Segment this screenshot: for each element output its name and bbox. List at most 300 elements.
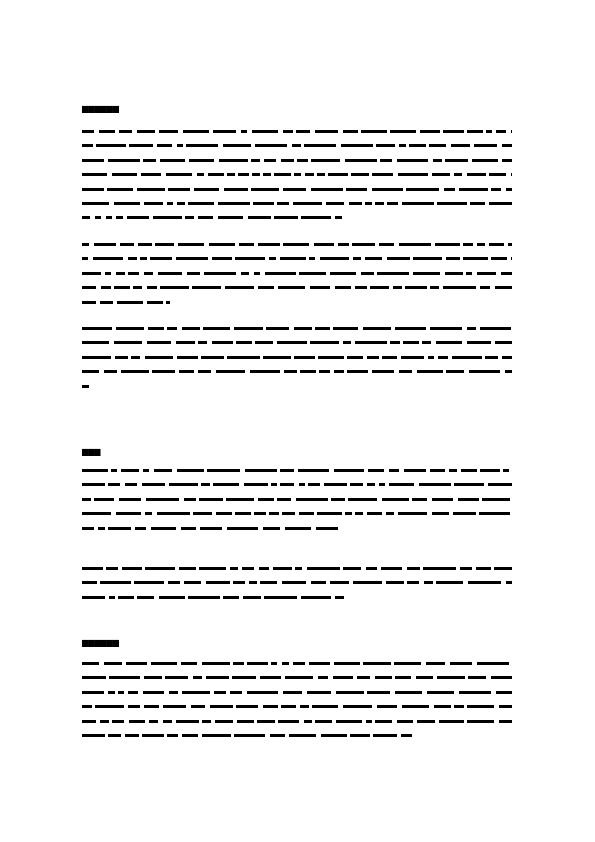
- text-word: [375, 720, 392, 723]
- text-word: [82, 257, 88, 260]
- text-word: [227, 527, 258, 530]
- text-word: [259, 567, 269, 570]
- text-word: [119, 498, 141, 501]
- text-word: [297, 159, 308, 162]
- text-line: [82, 567, 512, 570]
- text-word: [482, 498, 510, 501]
- text-word: [188, 596, 220, 599]
- text-word: [252, 130, 278, 133]
- text-word: [320, 257, 349, 260]
- text-word: [495, 341, 512, 344]
- text-word: [454, 483, 484, 486]
- text-word: [181, 527, 196, 530]
- text-word: [319, 370, 330, 373]
- text-word: [230, 691, 242, 694]
- text-word: [372, 173, 393, 176]
- text-word: [435, 243, 460, 246]
- text-word: [168, 188, 190, 191]
- text-word: [334, 662, 360, 665]
- text-word: [82, 202, 109, 205]
- text-word: [503, 469, 509, 472]
- text-word: [254, 512, 266, 515]
- text-word: [285, 527, 311, 530]
- text-word: [160, 286, 189, 289]
- text-word: [82, 691, 104, 694]
- text-word: [439, 720, 464, 723]
- text-word: [432, 173, 450, 176]
- text-word: [82, 243, 89, 246]
- text-word: [144, 705, 159, 708]
- text-word: [367, 512, 382, 515]
- text-word: [194, 188, 219, 191]
- text-word: [479, 512, 510, 515]
- text-word: [252, 173, 260, 176]
- text-word: [377, 272, 409, 275]
- text-word: [128, 272, 139, 275]
- text-word: [347, 356, 363, 359]
- text-word: [343, 341, 351, 344]
- text-word: [192, 286, 221, 289]
- text-word: [143, 691, 164, 694]
- text-word: [403, 341, 419, 344]
- text-word: [277, 341, 307, 344]
- text-word: [446, 257, 460, 260]
- text-word: [470, 202, 485, 205]
- text-word: [147, 286, 157, 289]
- text-line: [82, 144, 512, 147]
- text-word: [82, 341, 109, 344]
- text-word: [420, 130, 440, 133]
- text-word: [129, 144, 153, 147]
- text-word: [199, 567, 226, 570]
- text-word: [489, 173, 506, 176]
- text-word: [233, 581, 245, 584]
- text-word: [223, 144, 251, 147]
- text-word: [389, 469, 399, 472]
- text-word: [125, 483, 137, 486]
- text-word: [511, 173, 512, 176]
- text-word: [137, 188, 165, 191]
- text-word: [233, 662, 244, 665]
- text-word: [241, 272, 249, 275]
- text-word: [445, 159, 468, 162]
- section-heading-2: [82, 439, 101, 456]
- text-word: [182, 327, 200, 330]
- text-word: [179, 567, 196, 570]
- text-word: [166, 173, 192, 176]
- text-word: [169, 691, 178, 694]
- text-word: [134, 581, 164, 584]
- text-word: [372, 188, 403, 191]
- section-heading-3: [82, 630, 119, 647]
- text-word: [116, 512, 141, 515]
- text-word: [100, 301, 113, 304]
- text-word: [255, 341, 273, 344]
- text-line: [82, 370, 512, 373]
- text-word: [273, 567, 292, 570]
- text-word: [147, 341, 171, 344]
- text-word: [397, 720, 413, 723]
- text-word: [300, 705, 309, 708]
- text-word: [309, 257, 315, 260]
- text-word: [355, 512, 363, 515]
- text-word: [198, 216, 213, 219]
- text-word: [433, 159, 442, 162]
- text-word: [345, 512, 352, 515]
- text-word: [119, 130, 132, 133]
- text-word: [446, 370, 464, 373]
- text-word: [263, 356, 291, 359]
- text-word: [253, 202, 274, 205]
- text-word: [280, 483, 294, 486]
- text-word: [106, 216, 112, 219]
- text-word: [280, 257, 306, 260]
- text-word: [131, 356, 140, 359]
- text-word: [467, 130, 483, 133]
- text-word: [333, 327, 358, 330]
- text-line: [82, 691, 512, 694]
- text-word: [82, 596, 105, 599]
- text-word: [112, 720, 124, 723]
- text-word: [152, 370, 175, 373]
- text-word: [160, 159, 185, 162]
- text-line: [82, 581, 512, 584]
- text-word: [343, 705, 372, 708]
- text-word: [376, 144, 395, 147]
- section-heading-2-text: ▆▆▆: [82, 447, 101, 456]
- text-word: [300, 370, 316, 373]
- text-word: [95, 705, 124, 708]
- text-word: [157, 512, 190, 515]
- text-word: [234, 327, 263, 330]
- text-word: [294, 356, 315, 359]
- text-word: [413, 257, 442, 260]
- text-word: [176, 720, 199, 723]
- text-line: [82, 527, 338, 530]
- text-word: [235, 257, 265, 260]
- text-word: [450, 662, 472, 665]
- text-word: [480, 286, 490, 289]
- text-word: [463, 243, 473, 246]
- text-word: [200, 527, 222, 530]
- text-word: [82, 512, 111, 515]
- text-word: [260, 676, 281, 679]
- text-word: [115, 356, 128, 359]
- text-word: [489, 202, 512, 205]
- text-word: [260, 581, 277, 584]
- text-word: [117, 301, 143, 304]
- text-word: [241, 130, 247, 133]
- text-word: [437, 202, 467, 205]
- text-word: [245, 469, 277, 472]
- text-word: [184, 581, 201, 584]
- text-line: [82, 202, 512, 205]
- text-word: [263, 173, 271, 176]
- text-word: [185, 216, 194, 219]
- text-word: [177, 144, 183, 147]
- text-word: [499, 705, 512, 708]
- text-word: [467, 341, 491, 344]
- text-word: [167, 327, 177, 330]
- text-word: [361, 130, 387, 133]
- text-word: [149, 720, 158, 723]
- text-line: [82, 243, 512, 246]
- text-word: [429, 144, 446, 147]
- text-word: [427, 691, 454, 694]
- text-word: [355, 341, 387, 344]
- text-word: [469, 370, 500, 373]
- section-heading-3-text: ▆▆▆▆▆▆: [82, 638, 119, 647]
- text-word: [82, 469, 108, 472]
- text-word: [237, 720, 254, 723]
- text-word: [227, 356, 260, 359]
- text-word: [250, 370, 280, 373]
- text-word: [198, 370, 211, 373]
- text-line: [82, 341, 512, 344]
- text-word: [468, 676, 486, 679]
- text-word: [157, 144, 172, 147]
- text-word: [293, 202, 322, 205]
- text-word: [82, 483, 105, 486]
- text-word: [311, 159, 340, 162]
- text-word: [215, 720, 233, 723]
- text-word: [98, 527, 105, 530]
- text-word: [511, 130, 512, 133]
- text-word: [348, 498, 377, 501]
- text-word: [299, 272, 326, 275]
- text-word: [82, 144, 93, 147]
- text-word: [111, 469, 117, 472]
- text-word: [430, 469, 445, 472]
- text-word: [443, 130, 464, 133]
- text-word: [116, 272, 125, 275]
- text-word: [375, 676, 392, 679]
- text-word: [316, 527, 338, 530]
- text-word: [144, 202, 163, 205]
- text-word: [114, 286, 130, 289]
- text-word: [122, 567, 142, 570]
- text-word: [145, 356, 173, 359]
- text-word: [277, 498, 291, 501]
- text-word: [169, 483, 198, 486]
- text-word: [399, 144, 406, 147]
- text-word: [266, 327, 289, 330]
- text-word: [454, 705, 464, 708]
- text-word: [212, 257, 232, 260]
- text-line: [82, 705, 512, 708]
- text-line: [82, 676, 512, 679]
- text-line: [82, 662, 512, 665]
- text-word: [315, 720, 332, 723]
- text-word: [491, 188, 501, 191]
- text-word: [248, 216, 271, 219]
- text-word: [366, 720, 372, 723]
- text-word: [304, 144, 336, 147]
- text-word: [491, 257, 507, 260]
- text-word: [109, 676, 140, 679]
- text-word: [128, 705, 140, 708]
- text-word: [334, 469, 364, 472]
- text-word: [247, 691, 278, 694]
- text-word: [355, 286, 367, 289]
- text-word: [351, 173, 369, 176]
- text-word: [331, 498, 345, 501]
- text-word: [311, 581, 326, 584]
- text-word: [318, 356, 344, 359]
- text-word: [99, 130, 115, 133]
- text-word: [379, 243, 394, 246]
- text-word: [386, 581, 404, 584]
- text-word: [336, 720, 362, 723]
- text-word: [387, 202, 398, 205]
- text-word: [140, 257, 147, 260]
- text-word: [409, 144, 426, 147]
- text-word: [108, 483, 120, 486]
- text-word: [232, 676, 256, 679]
- text-word: [387, 257, 410, 260]
- text-word: [271, 662, 277, 665]
- text-word: [311, 188, 343, 191]
- text-word: [467, 705, 494, 708]
- text-word: [116, 327, 144, 330]
- text-word: [151, 527, 176, 530]
- text-word: [386, 512, 394, 515]
- text-word: [432, 512, 449, 515]
- text-word: [426, 662, 445, 665]
- text-word: [82, 734, 105, 737]
- text-word: [296, 498, 328, 501]
- text-word: [242, 567, 254, 570]
- text-word: [148, 327, 164, 330]
- text-word: [407, 581, 419, 584]
- text-word: [82, 581, 97, 584]
- text-word: [155, 243, 174, 246]
- text-word: [108, 159, 140, 162]
- text-word: [191, 705, 205, 708]
- text-word: [459, 188, 488, 191]
- text-word: [321, 734, 347, 737]
- text-word: [401, 734, 412, 737]
- text-word: [449, 469, 457, 472]
- text-word: [390, 130, 416, 133]
- text-word: [477, 662, 509, 665]
- text-word: [363, 327, 391, 330]
- text-word: [118, 691, 124, 694]
- text-word: [293, 662, 305, 665]
- text-word: [394, 662, 421, 665]
- text-word: [218, 202, 250, 205]
- text-word: [258, 286, 274, 289]
- text-word: [401, 356, 424, 359]
- text-word: [96, 144, 126, 147]
- text-word: [365, 257, 382, 260]
- text-word: [466, 272, 472, 275]
- text-word: [135, 527, 146, 530]
- text-word: [178, 243, 204, 246]
- text-word: [430, 327, 462, 330]
- text-word: [150, 257, 172, 260]
- text-word: [254, 272, 260, 275]
- text-word: [201, 483, 210, 486]
- text-word: [133, 286, 142, 289]
- text-word: [366, 567, 377, 570]
- text-word: [251, 188, 279, 191]
- text-word: [299, 512, 314, 515]
- text-word: [508, 243, 512, 246]
- text-word: [347, 370, 368, 373]
- text-word: [407, 567, 420, 570]
- text-word: [367, 691, 390, 694]
- text-word: [307, 567, 340, 570]
- text-word: [502, 159, 512, 162]
- text-word: [296, 130, 310, 133]
- text-line: [82, 356, 512, 359]
- text-word: [126, 662, 147, 665]
- text-word: [502, 144, 512, 147]
- text-word: [236, 705, 258, 708]
- text-word: [101, 286, 111, 289]
- text-word: [301, 216, 331, 219]
- text-line: [82, 286, 512, 289]
- text-word: [373, 734, 397, 737]
- text-word: [349, 202, 362, 205]
- text-word: [244, 483, 268, 486]
- text-word: [187, 272, 200, 275]
- text-word: [82, 705, 92, 708]
- text-word: [143, 159, 156, 162]
- text-word: [341, 144, 373, 147]
- text-word: [144, 676, 162, 679]
- text-word: [125, 734, 139, 737]
- text-word: [230, 567, 238, 570]
- text-line: [82, 159, 512, 162]
- text-word: [317, 173, 325, 176]
- text-word: [163, 720, 172, 723]
- text-word: [335, 286, 351, 289]
- text-line: [82, 327, 512, 330]
- section-heading-1-text: ▆▆▆▆▆▆: [82, 104, 119, 113]
- text-word: [143, 469, 149, 472]
- text-word: [82, 370, 99, 373]
- text-word: [315, 327, 330, 330]
- text-word: [281, 159, 294, 162]
- text-word: [423, 567, 456, 570]
- text-word: [257, 720, 275, 723]
- text-word: [184, 498, 196, 501]
- text-word: [430, 286, 439, 289]
- text-word: [346, 188, 367, 191]
- text-word: [444, 188, 455, 191]
- text-word: [158, 272, 182, 275]
- text-word: [82, 527, 94, 530]
- text-word: [127, 216, 149, 219]
- text-word: [454, 173, 462, 176]
- text-word: [82, 720, 96, 723]
- text-word: [210, 705, 233, 708]
- text-word: [390, 341, 400, 344]
- text-word: [264, 159, 276, 162]
- text-word: [94, 243, 116, 246]
- text-word: [477, 243, 485, 246]
- text-word: [214, 691, 226, 694]
- text-word: [463, 257, 488, 260]
- text-word: [100, 720, 109, 723]
- text-word: [151, 662, 177, 665]
- text-word: [491, 676, 512, 679]
- text-word: [282, 662, 289, 665]
- text-word: [283, 691, 302, 694]
- text-word: [168, 581, 180, 584]
